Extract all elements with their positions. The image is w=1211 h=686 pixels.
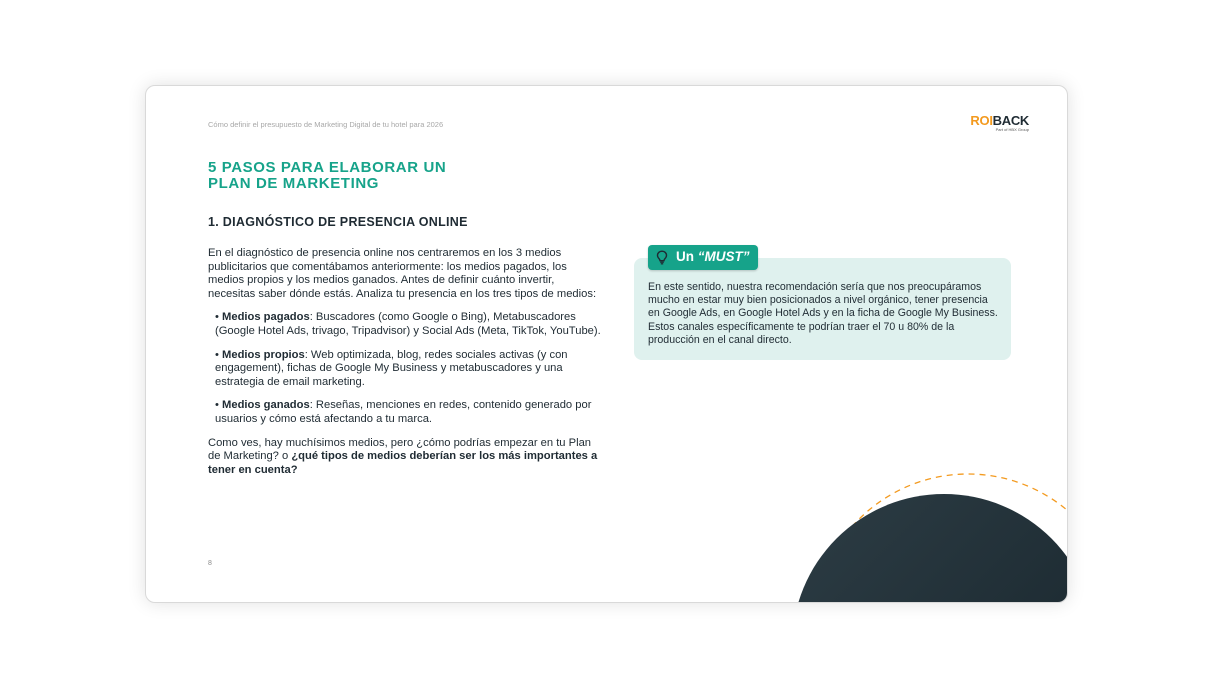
title-line-2: PLAN DE MARKETING <box>208 175 380 192</box>
page-number: 8 <box>208 560 212 567</box>
bullet-marker: • <box>215 311 223 324</box>
bullet-text: : Buscadores (como Google o Bing), Metabuscadores (Google Hotel Ads, trivago, Tripadvisor) y Social Ads (Meta, TikTok, YouTube). <box>215 311 601 337</box>
section-heading: 1. DIAGNÓSTICO DE PRESENCIA ONLINE <box>208 215 468 229</box>
intro-paragraph: En el diagnóstico de presencia online nos centraremos en los 3 medios publicitarios que comentábamos anteriormente: los medios pagados, los medios propios y los medios ganados. Antes de definir cuánto invertir, necesitas saber dónde estás. Analiza tu presencia en los tres tipos de medios: <box>208 247 597 300</box>
bullet-marker: • <box>215 399 223 412</box>
dark-circle <box>792 494 1067 602</box>
tag-prefix: Un <box>676 249 698 264</box>
bullet-lead: Medios pagados <box>222 311 310 324</box>
title-line-1: 5 PASOS PARA ELABORAR UN <box>208 159 447 176</box>
tag-emphasis: “MUST” <box>697 249 750 264</box>
closing-text: Como ves, hay muchísimos medios, pero ¿cómo podrías empezar en tu Plan de Marketing? o <box>208 436 592 463</box>
logo-roi-text: ROI <box>970 113 993 128</box>
document-page <box>145 85 1068 603</box>
decorative-circle-graphic <box>146 86 1067 602</box>
callout-text: En este sentido, nuestra recomendación sería que nos preocupáramos mucho en estar muy bien posicionados a nivel orgánico, tener presencia en Google Ads, en Google Hotel Ads y en la ficha de Google My Business. Estos canales específicamente te podrían traer el 70 u 80% de la producción en el canal directo. <box>648 281 998 346</box>
document-header-title: Cómo definir el presupuesto de Marketing Digital de tu hotel para 2026 <box>208 120 444 129</box>
bullet-text: : Web optimizada, blog, redes sociales activas (y con engagement), fichas de Google My Business y metabuscadores y una estrategia de email marketing. <box>215 348 568 388</box>
bullet-marker: • <box>215 348 223 361</box>
bullet-text: : Reseñas, menciones en redes, contenido generado por usuarios y cómo está afectando a tu marca. <box>215 399 592 425</box>
bullet-lead: Medios ganados <box>222 399 310 412</box>
bullet-lead: Medios propios <box>222 348 305 361</box>
logo-subtitle: Part of HBX Group <box>995 127 1029 132</box>
logo-back-text: BACK <box>992 113 1029 128</box>
closing-question: ¿qué tipos de medios deberían ser los más importantes a tener en cuenta? <box>208 450 598 476</box>
